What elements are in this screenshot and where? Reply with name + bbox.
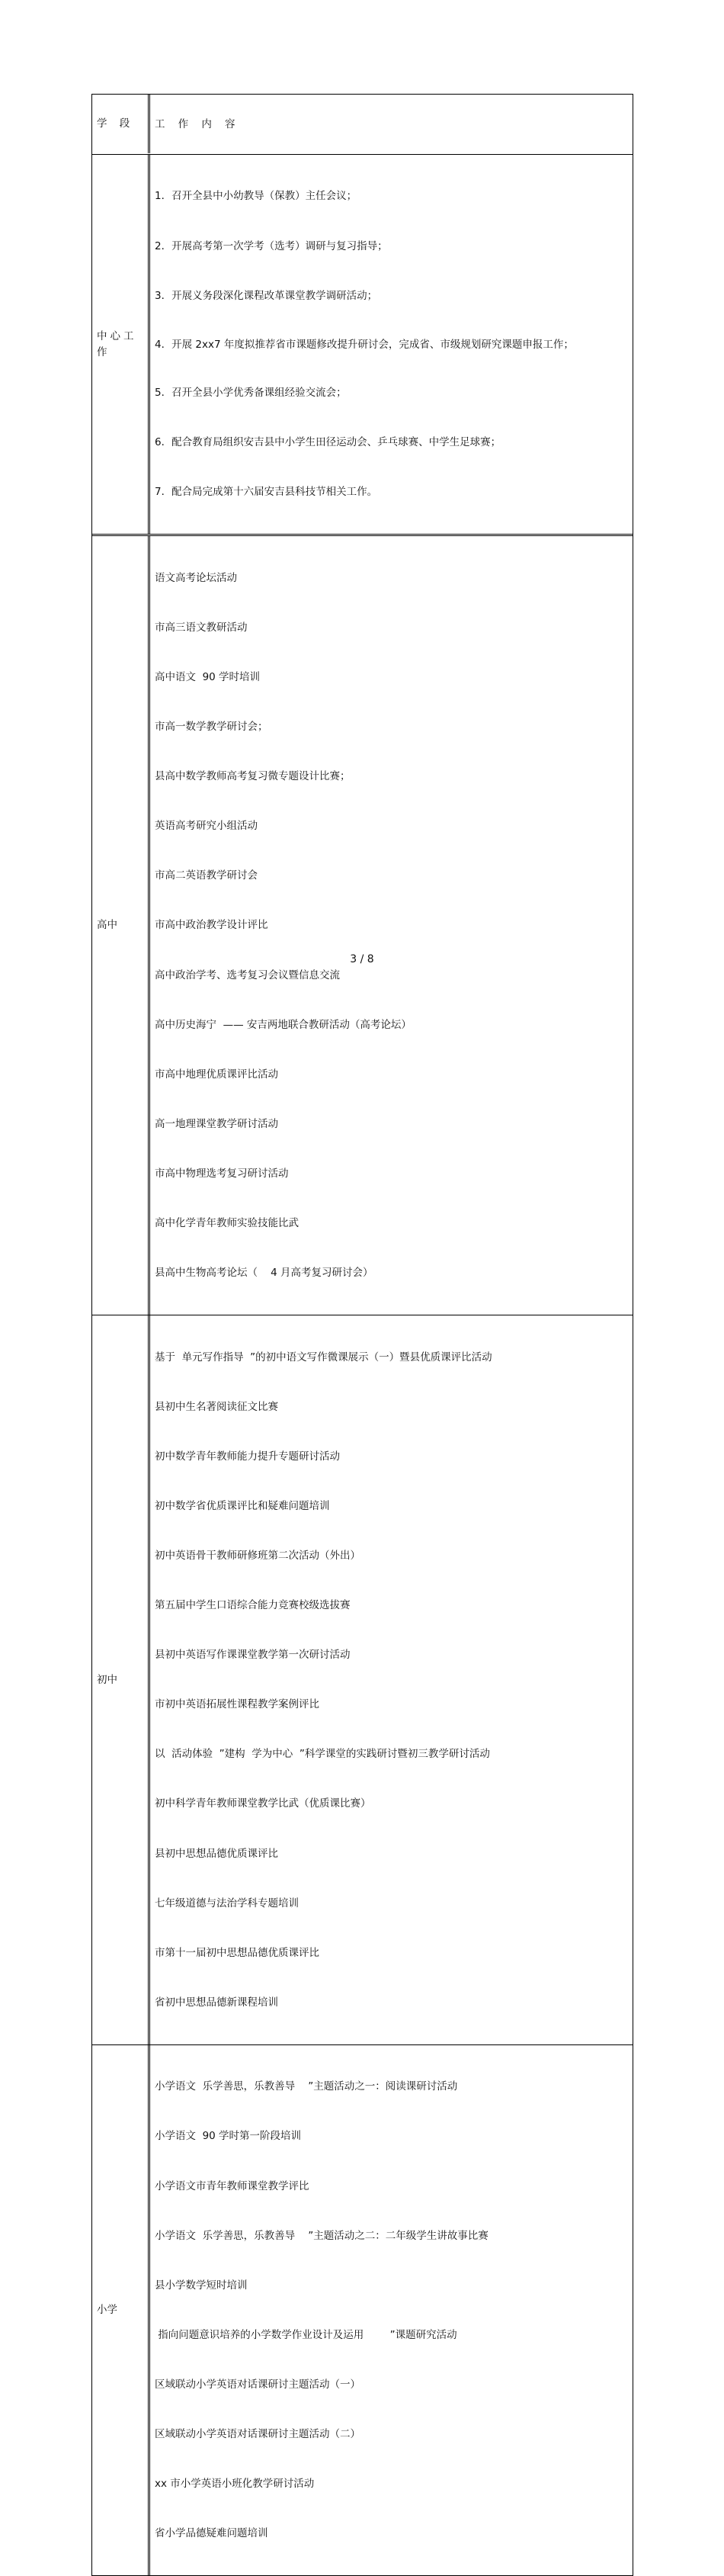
list-item: 7．配合局完成第十六届安吉县科技节相关工作。: [155, 486, 378, 499]
list-item: 小学语文市青年教师课堂教学评比: [155, 2179, 309, 2192]
primary-school-content: [150, 2045, 633, 2575]
header-content: 工 作 内 容: [155, 117, 235, 130]
list-item: 5．召开全县小学优秀备课组经验交流会；: [155, 387, 347, 400]
list-item: 县小学数学短时培训: [155, 2279, 248, 2292]
list-item: 市高三语文教研活动: [155, 621, 248, 634]
list-item: 小学语文 90 学时第一阶段培训: [155, 2130, 302, 2143]
center-work-row: [92, 154, 633, 534]
list-item: 七年级道德与法治学科专题培训: [155, 1897, 299, 1910]
list-item: 以 活动体验 ”建构 学为中心 ”科学课堂的实践研讨暨初三教学研讨活动: [155, 1748, 490, 1761]
list-item: 4．开展 2xx7 年度拟推荐省市课题修改提升研讨会，完成省、市级规划研究课题申报工作；: [155, 338, 574, 351]
middle-school-row: [92, 1315, 633, 2044]
center-work-label: 中心工作: [97, 329, 137, 358]
list-item: 6．配合教育局组织安吉县中小学生田径运动会、乒乓球赛、中学生足球赛；: [155, 436, 501, 449]
high-school-content: [150, 536, 633, 1315]
center-work-content: [150, 155, 633, 534]
primary-school-label: 小学: [92, 2045, 150, 2575]
page-number: 3 / 8: [350, 953, 374, 965]
list-item: 2．开展高考第一次学考（选考）调研与复习指导；: [155, 239, 388, 252]
list-item: 高中政治学考、选考复习会议暨信息交流: [155, 968, 340, 981]
work-plan-table: [91, 94, 633, 2576]
list-item: 初中数学青年教师能力提升专题研讨活动: [155, 1450, 340, 1463]
list-item: 3．开展义务段深化课程改革课堂教学调研活动；: [155, 289, 378, 302]
primary-school-row: [92, 2044, 633, 2575]
list-item: 指向问题意识培养的小学数学作业设计及运用 ”课题研究活动: [155, 2328, 457, 2341]
list-item: 小学语文 乐学善思，乐教善导 ”主题活动之二：二年级学生讲故事比赛: [155, 2229, 489, 2242]
list-item: 县初中英语写作课课堂教学第一次研讨活动: [155, 1649, 351, 1662]
list-item: 初中科学青年教师课堂教学比武（优质课比赛）: [155, 1797, 371, 1810]
list-item: 初中数学省优质课评比和疑难问题培训: [155, 1499, 330, 1512]
list-item: 高中历史海宁 —— 安吉两地联合教研活动（高考论坛）: [155, 1018, 412, 1031]
high-school-row: [92, 534, 633, 1315]
list-item: 县初中思想品德优质课评比: [155, 1847, 278, 1860]
high-school-label: 高中: [92, 536, 150, 1315]
list-item: 市高中政治教学设计评比: [155, 919, 268, 932]
list-item: 1．召开全县中小幼教导（保教）主任会议；: [155, 190, 357, 203]
list-item: 高中语文 90 学时培训: [155, 670, 261, 683]
list-item: 小学语文 乐学善思，乐教善导 ”主题活动之一：阅读课研讨活动: [155, 2080, 458, 2093]
list-item: 市第十一届初中思想品德优质课评比: [155, 1946, 319, 1959]
list-item: 英语高考研究小组活动: [155, 820, 258, 833]
middle-school-label: 初中: [92, 1315, 150, 2044]
list-item: 基于 单元写作指导 ”的初中语文写作微课展示（一）暨县优质课评比活动: [155, 1351, 492, 1363]
list-item: 区域联动小学英语对话课研讨主题活动（一）: [155, 2378, 360, 2391]
list-item: 省小学品德疑难问题培训: [155, 2527, 268, 2540]
list-item: 县高中数学教师高考复习微专题设计比赛；: [155, 770, 351, 783]
list-item: 市高一数学教学研讨会；: [155, 721, 268, 734]
list-item: 县高中生物高考论坛（ 4 月高考复习研讨会）: [155, 1267, 373, 1280]
list-item: 县初中生名著阅读征文比赛: [155, 1400, 278, 1413]
list-item: 省初中思想品德新课程培训: [155, 1996, 278, 2009]
list-item: 高中化学青年教师实验技能比武: [155, 1217, 299, 1229]
list-item: 第五届中学生口语综合能力竞赛校级选拔赛: [155, 1599, 351, 1612]
list-item: 区域联动小学英语对话课研讨主题活动（二）: [155, 2427, 360, 2440]
list-item: 语文高考论坛活动: [155, 571, 237, 584]
list-item: 市初中英语拓展性课程教学案例评比: [155, 1698, 319, 1711]
list-item: 市高中地理优质课评比活动: [155, 1068, 278, 1081]
list-item: 高一地理课堂教学研讨活动: [155, 1117, 278, 1130]
list-item: 市高二英语教学研讨会: [155, 869, 258, 882]
list-item: 初中英语骨干教师研修班第二次活动（外出）: [155, 1549, 360, 1562]
list-item: 市高中物理选考复习研讨活动: [155, 1167, 289, 1180]
table-header-row: [92, 95, 633, 154]
header-stage: 学 段: [92, 95, 150, 153]
middle-school-content: [150, 1315, 633, 2044]
list-item: xx 市小学英语小班化教学研讨活动: [155, 2478, 315, 2491]
